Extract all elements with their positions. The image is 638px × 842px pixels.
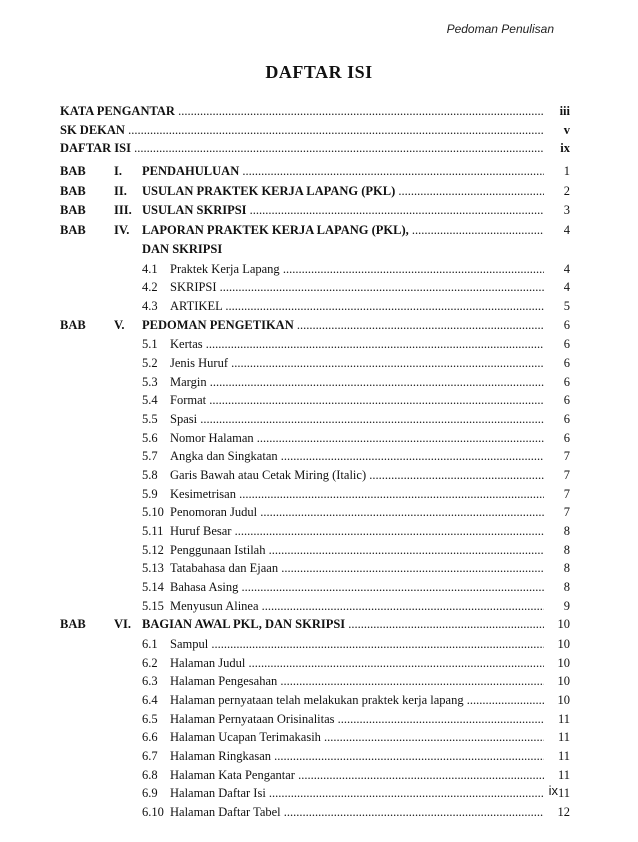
section-number: 5.1 <box>142 337 158 352</box>
section-number: 5.9 <box>142 486 158 501</box>
chapter-number: I. <box>114 164 122 179</box>
page-title: DAFTAR ISI <box>265 62 373 82</box>
toc-section-entry <box>60 784 570 803</box>
chapter-number: VI. <box>114 617 132 632</box>
section-title: Huruf Besar ..... <box>170 522 544 541</box>
toc-section-entry <box>60 373 570 392</box>
toc-section-entry <box>60 447 570 466</box>
section-title: Sampul ..... <box>170 635 544 654</box>
toc-section-entry <box>60 391 570 410</box>
section-title: Halaman Daftar Isi ..... <box>170 784 544 803</box>
toc-section-entry <box>60 466 570 485</box>
toc-section-entry <box>60 354 570 373</box>
section-number: 5.14 <box>142 580 164 595</box>
toc-section-entry <box>60 710 570 729</box>
toc-page-number: 7 <box>563 486 570 501</box>
section-title: Angka dan Singkatan ..... <box>170 447 544 466</box>
toc-section-entry <box>60 429 570 448</box>
section-title: Halaman Kata Pengantar ..... <box>170 766 544 785</box>
toc-chapter-entry <box>60 615 570 635</box>
section-number: 6.3 <box>142 674 158 689</box>
section-title: Halaman Ucapan Terimakasih ..... <box>170 728 544 747</box>
chapter-label: BAB <box>60 617 86 632</box>
toc-page-number: 4 <box>563 280 570 295</box>
toc-section-entry <box>60 672 570 691</box>
toc-section-entry <box>60 654 570 673</box>
section-title: SKRIPSI ..... <box>170 278 544 297</box>
chapter-title: DAN SKRIPSI <box>142 242 223 257</box>
section-title: Halaman Daftar Tabel ..... <box>170 803 544 822</box>
section-number: 5.11 <box>142 524 164 538</box>
section-number: 4.1 <box>142 261 158 276</box>
section-number: 5.13 <box>142 561 164 576</box>
section-title: Jenis Huruf ..... <box>170 354 544 373</box>
running-header: Pedoman Penulisan <box>446 22 554 36</box>
section-number: 5.15 <box>142 598 164 613</box>
toc-page-number: 6 <box>563 430 570 445</box>
toc-page-number: 11 <box>557 749 570 764</box>
toc-section-entry <box>60 578 570 597</box>
section-title: Spasi ..... <box>170 410 544 429</box>
chapter-number: II. <box>114 183 127 198</box>
section-title: Halaman Pernyataan Orisinalitas ..... <box>170 710 544 729</box>
section-number: 6.4 <box>142 693 158 707</box>
toc-page-number: 10 <box>557 693 570 707</box>
section-number: 5.10 <box>142 505 164 520</box>
section-number: 6.1 <box>142 636 158 651</box>
section-title: Penggunaan Istilah ..... <box>170 541 544 560</box>
toc-section-entry <box>60 410 570 429</box>
toc-page-number: 4 <box>563 261 570 276</box>
toc-page-number: 6 <box>563 393 570 408</box>
toc-section-entry <box>60 541 570 560</box>
toc-page-number: 7 <box>563 467 570 482</box>
section-number: 5.2 <box>142 355 158 370</box>
chapter-title: PENDAHULUAN ..... <box>142 162 544 182</box>
section-title: Halaman Judul ..... <box>170 654 544 673</box>
table-of-contents <box>60 102 570 822</box>
chapter-title: USULAN PRAKTEK KERJA LAPANG (PKL) ..... <box>142 182 544 202</box>
section-title: Nomor Halaman ..... <box>170 429 544 448</box>
toc-entry-label: SK DEKAN ..... <box>60 121 544 140</box>
toc-page-number: iii <box>559 104 570 118</box>
toc-chapter-entry <box>60 162 570 182</box>
section-title: Kertas ..... <box>170 335 544 354</box>
toc-page-number: ix <box>560 141 570 156</box>
toc-section-entry <box>60 597 570 616</box>
toc-page-number: 6 <box>563 355 570 370</box>
toc-chapter-entry <box>60 201 570 221</box>
toc-page-number: 8 <box>563 524 570 538</box>
section-title: Bahasa Asing ..... <box>170 578 544 597</box>
toc-section-entry <box>60 728 570 747</box>
section-number: 6.5 <box>142 711 158 726</box>
chapter-title: PEDOMAN PENGETIKAN ..... <box>142 316 544 336</box>
section-title: Halaman Pengesahan ..... <box>170 672 544 691</box>
toc-section-entry <box>60 559 570 578</box>
toc-page-number: v <box>563 122 570 137</box>
chapter-title: USULAN SKRIPSI ..... <box>142 201 544 221</box>
toc-front-entry <box>60 102 570 121</box>
chapter-label: BAB <box>60 203 86 218</box>
section-title: Menyusun Alinea ..... <box>170 597 544 616</box>
toc-chapter-entry <box>60 316 570 336</box>
section-number: 6.9 <box>142 786 158 801</box>
section-number: 5.5 <box>142 411 158 426</box>
toc-section-entry <box>60 691 570 710</box>
chapter-label: BAB <box>60 183 86 198</box>
chapter-title: BAGIAN AWAL PKL, DAN SKRIPSI ..... <box>142 615 544 635</box>
section-number: 5.8 <box>142 467 158 482</box>
toc-page-number: 2 <box>563 183 570 198</box>
chapter-number: III. <box>114 203 132 218</box>
toc-page-number: 6 <box>563 374 570 389</box>
toc-page-number: 12 <box>557 805 570 820</box>
toc-page-number: 6 <box>563 411 570 426</box>
toc-page-number: 3 <box>563 203 570 218</box>
toc-page-number: 11 <box>557 767 570 782</box>
toc-section-entry <box>60 278 570 297</box>
toc-page-number: 8 <box>563 561 570 576</box>
toc-section-entry <box>60 747 570 766</box>
toc-chapter-title-continued <box>60 240 570 260</box>
section-title: Tatabahasa dan Ejaan ..... <box>170 559 544 578</box>
toc-section-entry <box>60 522 570 541</box>
chapter-number: IV. <box>114 222 130 237</box>
toc-page-number: 6 <box>563 337 570 352</box>
section-title: Garis Bawah atau Cetak Miring (Italic) ..... <box>170 466 544 485</box>
toc-page-number: 11 <box>557 711 570 726</box>
toc-front-entry <box>60 139 570 158</box>
section-title: Penomoran Judul ..... <box>170 503 544 522</box>
toc-page-number: 11 <box>557 730 570 745</box>
section-number: 5.3 <box>142 374 158 389</box>
toc-page-number: 7 <box>563 505 570 520</box>
toc-page-number: 7 <box>563 449 570 464</box>
section-number: 6.10 <box>142 805 164 820</box>
section-number: 4.2 <box>142 280 158 295</box>
toc-entry-label: DAFTAR ISI ..... <box>60 139 544 158</box>
section-number: 5.7 <box>142 449 158 464</box>
toc-chapter-entry <box>60 182 570 202</box>
toc-page-number: 10 <box>557 674 570 689</box>
toc-page-number: 10 <box>557 617 570 632</box>
section-number: 6.6 <box>142 730 158 745</box>
section-number: 5.4 <box>142 393 158 408</box>
toc-entry-label: KATA PENGANTAR ..... <box>60 102 544 121</box>
toc-section-entry <box>60 635 570 654</box>
toc-page-number: 5 <box>563 298 570 313</box>
toc-front-entry <box>60 121 570 140</box>
section-number: 6.7 <box>142 749 158 764</box>
section-title: Margin ..... <box>170 373 544 392</box>
toc-page-number: 8 <box>563 542 570 557</box>
section-number: 6.8 <box>142 767 158 782</box>
chapter-label: BAB <box>60 222 86 237</box>
chapter-number: V. <box>114 317 125 332</box>
toc-page-number: 1 <box>563 164 570 179</box>
toc-page-number: 4 <box>563 222 570 237</box>
toc-page-number: 8 <box>563 580 570 595</box>
toc-page-number: 9 <box>563 598 570 613</box>
toc-section-entry <box>60 503 570 522</box>
toc-section-entry <box>60 766 570 785</box>
section-number: 5.12 <box>142 542 164 557</box>
toc-section-entry <box>60 485 570 504</box>
section-title: ARTIKEL ..... <box>170 297 544 316</box>
chapter-label: BAB <box>60 164 86 179</box>
chapter-title: LAPORAN PRAKTEK KERJA LAPANG (PKL), ..... <box>142 221 544 241</box>
section-title: Praktek Kerja Lapang ..... <box>170 260 544 279</box>
section-number: 5.6 <box>142 430 158 445</box>
section-title: Halaman pernyataan telah melakukan praktek kerja lapang ..... <box>170 691 544 710</box>
section-title: Format ..... <box>170 391 544 410</box>
section-number: 4.3 <box>142 298 158 313</box>
section-title: Kesimetrisan ..... <box>170 485 544 504</box>
toc-page-number: 6 <box>563 317 570 332</box>
chapter-label: BAB <box>60 317 86 332</box>
toc-section-entry <box>60 803 570 822</box>
toc-section-entry <box>60 260 570 279</box>
section-number: 6.2 <box>142 655 158 670</box>
toc-page-number: 11 <box>557 786 570 801</box>
toc-section-entry <box>60 297 570 316</box>
page-number: ix <box>548 783 558 798</box>
toc-page-number: 10 <box>557 655 570 670</box>
toc-chapter-entry <box>60 221 570 241</box>
section-title: Halaman Ringkasan ..... <box>170 747 544 766</box>
toc-section-entry <box>60 335 570 354</box>
toc-page-number: 10 <box>557 636 570 651</box>
